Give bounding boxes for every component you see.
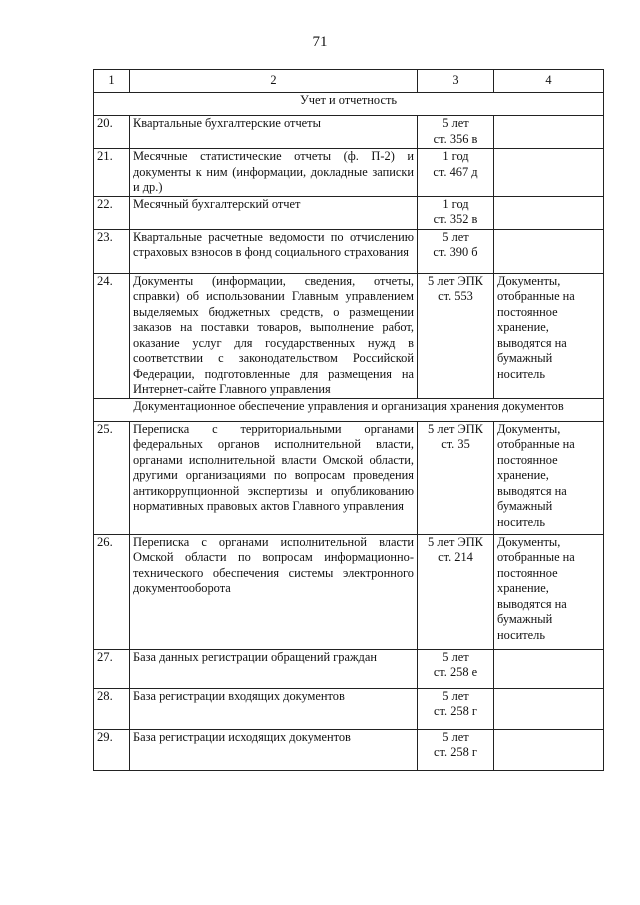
row-term	[418, 196, 494, 229]
table-row	[94, 688, 604, 729]
row-number: 26.	[94, 534, 130, 649]
row-note: Документы, отобранные на постоянное хранение, выводятся на бумажный носитель	[494, 273, 604, 398]
table-row	[94, 149, 604, 197]
header-row	[94, 70, 604, 93]
row-term	[418, 729, 494, 770]
row-term	[418, 116, 494, 149]
row-note	[494, 149, 604, 197]
row-number: 29.	[94, 729, 130, 770]
term-period: 5 лет	[442, 688, 469, 703]
row-number: 21.	[94, 149, 130, 197]
term-period: 5 лет ЭПК	[428, 534, 483, 549]
row-term	[418, 229, 494, 273]
term-period: 5 лет	[442, 729, 469, 744]
section-title: Документационное обеспечение управления и организация хранения документов	[94, 398, 604, 421]
term-period: 5 лет ЭПК	[428, 273, 483, 288]
header-col-3: 3	[418, 70, 494, 93]
row-note	[494, 196, 604, 229]
term-period: 5 лет	[442, 649, 469, 664]
row-description: База данных регистрации обращений граждан	[130, 649, 418, 688]
term-article: ст. 356 в	[433, 131, 478, 146]
row-description: База регистрации исходящих документов	[130, 729, 418, 770]
header-col-2: 2	[130, 70, 418, 93]
row-note: Документы, отобранные на постоянное хранение, выводятся на бумажный носитель	[494, 421, 604, 534]
term-article: ст. 352 в	[433, 212, 478, 226]
term-period: 1 год	[442, 149, 469, 163]
row-description: Документы (информации, сведения, отчеты, справки) об использовании Главным управлением выделяемых бюджетных средств, о размещении заказов на поставки товаров, выполнение работ, оказание услуг для государственных нужд в соответствии с законодательством Российской Федерации, подготовленные для размещения на Интернет-сайте Главного управления	[130, 273, 418, 398]
term-article: ст. 258 е	[433, 665, 478, 679]
row-term	[418, 649, 494, 688]
row-number: 23.	[94, 229, 130, 273]
term-article: ст. 258 г	[434, 745, 477, 759]
term-article: ст. 35	[441, 437, 470, 451]
row-term	[418, 534, 494, 649]
term-article: ст. 390 б	[433, 245, 478, 259]
section-title: Учет и отчетность	[94, 93, 604, 116]
row-description: Месячный бухгалтерский отчет	[130, 196, 418, 229]
row-number: 22.	[94, 196, 130, 229]
row-note	[494, 116, 604, 149]
row-number: 24.	[94, 273, 130, 398]
row-term	[418, 421, 494, 534]
row-description: База регистрации входящих документов	[130, 688, 418, 729]
row-note	[494, 649, 604, 688]
header-col-1: 1	[94, 70, 130, 93]
row-note	[494, 688, 604, 729]
row-number: 27.	[94, 649, 130, 688]
row-note	[494, 229, 604, 273]
table-row	[94, 116, 604, 149]
row-description: Месячные статистические отчеты (ф. П-2) и документы к ним (информации, докладные записки и др.)	[130, 149, 418, 197]
term-period: 5 лет ЭПК	[428, 421, 483, 436]
term-article: ст. 214	[438, 550, 473, 564]
table-row	[94, 729, 604, 770]
section-row	[94, 398, 604, 421]
row-number: 25.	[94, 421, 130, 534]
table-row	[94, 196, 604, 229]
term-period: 5 лет	[442, 116, 469, 130]
section-row	[94, 93, 604, 116]
term-period: 5 лет	[442, 229, 469, 244]
term-period: 1 год	[442, 196, 469, 211]
row-description: Квартальные расчетные ведомости по отчислению страховых взносов в фонд социального страхования	[130, 229, 418, 273]
term-article: ст. 258 г	[434, 704, 477, 718]
page-number: 71	[312, 34, 328, 50]
header-col-4: 4	[494, 70, 604, 93]
row-number: 28.	[94, 688, 130, 729]
row-term	[418, 273, 494, 398]
table-row	[94, 273, 604, 398]
table-row	[94, 649, 604, 688]
row-description: Переписка с территориальными органами федеральных органов исполнительной власти, органами исполнительной власти Омской области, другими организациями по вопросам проведения антикоррупционной экспертизы и опубликованию нормативных правовых актов Главного управления	[130, 421, 418, 534]
row-description: Квартальные бухгалтерские отчеты	[130, 116, 418, 149]
row-description: Переписка с органами исполнительной власти Омской области по вопросам информационно-технического обеспечения системы электронного документооборота	[130, 534, 418, 649]
table-row	[94, 421, 604, 534]
term-article: ст. 553	[438, 289, 473, 303]
row-note	[494, 729, 604, 770]
table-row	[94, 229, 604, 273]
row-term	[418, 688, 494, 729]
row-number: 20.	[94, 116, 130, 149]
row-note: Документы, отобранные на постоянное хранение, выводятся на бумажный носитель	[494, 534, 604, 649]
term-article: ст. 467 д	[433, 164, 478, 179]
table-row	[94, 534, 604, 649]
retention-table	[93, 69, 604, 771]
row-term	[418, 149, 494, 197]
